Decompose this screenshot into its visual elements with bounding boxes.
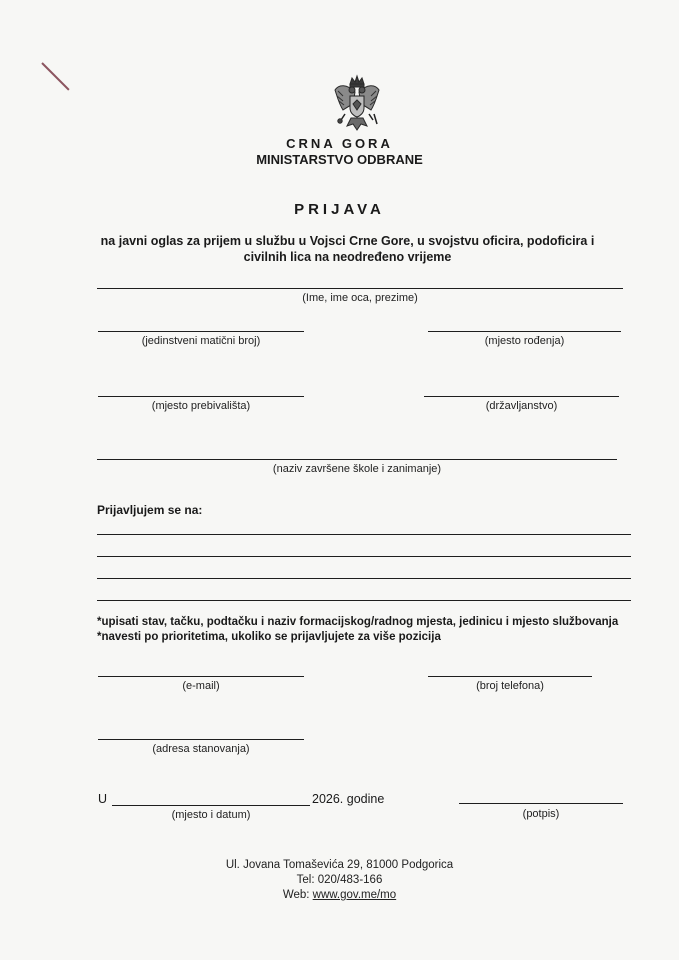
form-title: PRIJAVA xyxy=(294,201,385,218)
place-date-field[interactable] xyxy=(112,805,310,806)
phone-field[interactable] xyxy=(428,676,592,677)
full-name-field[interactable] xyxy=(97,288,623,289)
apply-line-1[interactable] xyxy=(97,534,631,535)
footer-web xyxy=(0,888,679,903)
date-suffix: 2026. godine xyxy=(312,792,385,806)
form-subtitle-line1: na javni oglas za prijem u službu u Vojsci Crne Gore, u svojstvu oficira, podoficira i xyxy=(100,234,595,248)
citizenship-field[interactable] xyxy=(424,396,619,397)
place-date-label: (mjesto i datum) xyxy=(171,809,251,821)
ministry-name: MINISTARSTVO ODBRANE xyxy=(256,152,423,167)
footer-tel: Tel: 020/483-166 xyxy=(296,874,383,886)
footer xyxy=(0,858,679,903)
birthplace-label: (mjesto rođenja) xyxy=(484,335,565,347)
address-field[interactable] xyxy=(98,739,304,740)
pen-mark xyxy=(41,62,69,90)
email-field[interactable] xyxy=(98,676,304,677)
footer-address: Ul. Jovana Tomaševića 29, 81000 Podgorica xyxy=(225,859,454,871)
coat-of-arms-icon xyxy=(333,74,381,136)
date-prefix: U xyxy=(98,792,108,806)
country-name: CRNA GORA xyxy=(286,136,393,151)
apply-line-4[interactable] xyxy=(97,600,631,601)
jmbg-label: (jedinstveni matični broj) xyxy=(141,335,261,347)
instructions-note xyxy=(97,615,657,645)
form-subtitle-line2: civilnih lica na neodređeno vrijeme xyxy=(243,250,452,264)
residence-field[interactable] xyxy=(98,396,304,397)
school-field[interactable] xyxy=(97,459,617,460)
footer-web-link[interactable]: www.gov.me/mo xyxy=(312,889,397,901)
address-label: (adresa stanovanja) xyxy=(152,743,250,755)
school-label: (naziv završene škole i zanimanje) xyxy=(272,463,442,475)
footer-web-label: Web: xyxy=(282,889,313,901)
jmbg-field[interactable] xyxy=(98,331,304,332)
citizenship-label: (državljanstvo) xyxy=(485,400,558,412)
email-label: (e-mail) xyxy=(182,680,220,692)
form-subtitle xyxy=(60,233,635,265)
birthplace-field[interactable] xyxy=(428,331,621,332)
signature-label: (potpis) xyxy=(522,808,560,820)
signature-field[interactable] xyxy=(459,803,623,804)
phone-label: (broj telefona) xyxy=(476,680,544,692)
apply-line-3[interactable] xyxy=(97,578,631,579)
residence-label: (mjesto prebivališta) xyxy=(151,400,251,412)
note-line-2: *navesti po prioritetima, ukoliko se prijavljujete za više pozicija xyxy=(97,631,441,643)
apply-line-2[interactable] xyxy=(97,556,631,557)
note-line-1: *upisati stav, tačku, podtačku i naziv formacijskog/radnog mjesta, jedinicu i mjesto službovanja xyxy=(97,616,619,628)
apply-label: Prijavljujem se na: xyxy=(97,503,203,517)
full-name-label: (Ime, ime oca, prezime) xyxy=(302,292,418,304)
